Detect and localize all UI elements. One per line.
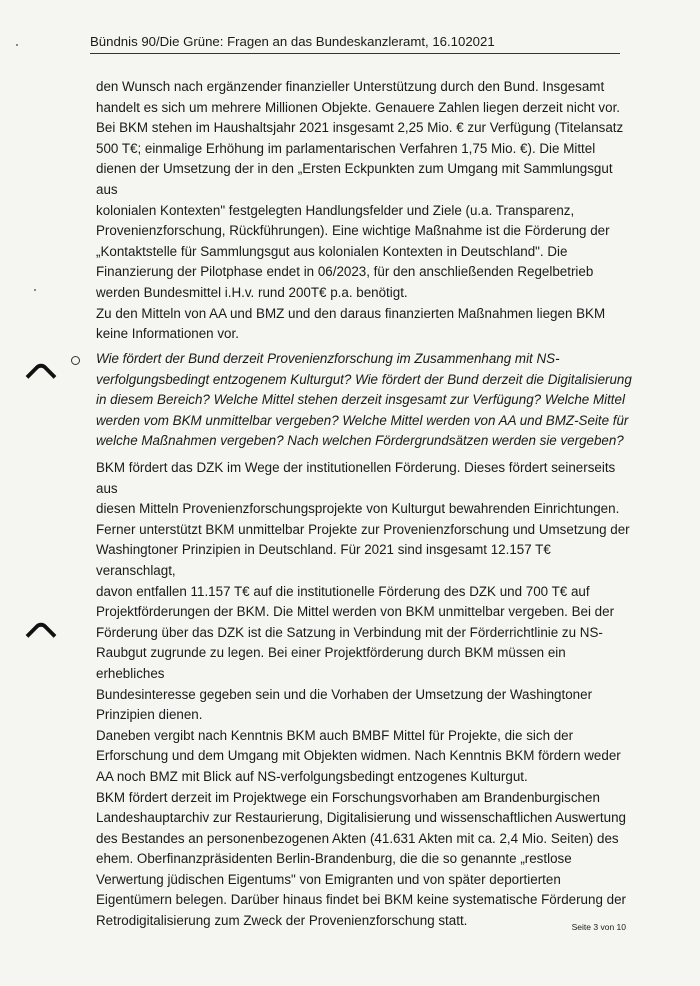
scan-speck	[16, 44, 18, 46]
text-line: Zu den Mitteln von AA und BMZ und den daraus finanzierten Maßnahmen liegen BKM	[96, 305, 606, 321]
page-header: Bündnis 90/Die Grüne: Fragen an das Bundeskanzleramt, 16.102021	[90, 34, 620, 54]
scan-speck	[34, 289, 36, 291]
text-line: BKM fördert derzeit im Projektwege ein Forschungsvorhaben am Brandenburgischen	[96, 789, 600, 805]
text-line: Retrodigitalisierung zum Zweck der Provenienzforschung statt.	[96, 913, 468, 929]
text-line: Bei BKM stehen im Haushaltsjahr 2021 insgesamt 2,25 Mio. € zur Verfügung (Titelansatz	[96, 120, 624, 136]
text-line: AA noch BMZ mit Blick auf NS-verfolgungsbedingt entzogenes Kulturgut.	[96, 768, 528, 784]
text-line: davon entfallen 11.157 T€ auf die institutionelle Förderung des DZK und 700 T€ auf	[96, 583, 590, 599]
question-line: verfolgungsbedingt entzogenem Kulturgut? Wie fördert der Bund derzeit die Digitalisierung	[96, 371, 632, 387]
text-line: dienen der Umsetzung der in den „Ersten Eckpunkten zum Umgang mit Sammlungsgut aus	[96, 161, 613, 197]
text-line: 500 T€; einmalige Erhöhung im parlamentarischen Verfahren 1,75 Mio. €). Die Mittel	[96, 140, 596, 156]
text-line: Erforschung und dem Umgang mit Objekten widmen. Nach Kenntnis BKM fördern weder	[96, 748, 621, 764]
paragraph-answer	[96, 458, 634, 932]
text-line: den Wunsch nach ergänzender finanzieller Unterstützung durch den Bund. Insgesamt	[96, 79, 605, 94]
question-text	[96, 349, 634, 452]
question-line: werden vom BKM unmittelbar vergeben? Welche Mittel werden von AA und BMZ-Seite für	[96, 412, 629, 428]
text-line: Raubgut zugrunde zu legen. Bei einer Projektförderung durch BKM müssen ein erhebliches	[96, 645, 566, 681]
text-line: Daneben vergibt nach Kenntnis BKM auch BMBF Mittel für Projekte, die sich der	[96, 727, 574, 743]
text-line: Provenienzforschung, Rückführungen). Eine wichtige Maßnahme ist die Förderung der	[96, 223, 610, 239]
question-line: Wie fördert der Bund derzeit Provenienzforschung im Zusammenhang mit NS-	[96, 351, 560, 366]
text-line: des Bestandes an personenbezogenen Akten (41.631 Akten mit ca. 2,4 Mio. Seiten) des	[96, 830, 619, 846]
text-line: keine Informationen vor.	[96, 326, 239, 342]
text-line: „Kontaktstelle für Sammlungsgut aus kolonialen Kontexten in Deutschland". Die	[96, 243, 568, 259]
text-line: handelt es sich um mehrere Millionen Objekte. Genauere Zahlen liegen derzeit nicht vor.	[96, 99, 621, 115]
handwritten-check-mark	[25, 360, 56, 391]
page-number: Seite 3 von 10	[571, 922, 626, 932]
text-line: kolonialen Kontexten" festgelegten Handlungsfelder und Ziele (u.a. Transparenz,	[96, 202, 575, 218]
text-line: Eigentümern belegen. Darüber hinaus findet bei BKM keine systematische Förderung der	[96, 892, 626, 908]
text-line: Prinzipien dienen.	[96, 707, 203, 723]
text-line: Landeshauptarchiv zur Restaurierung, Digitalisierung und wissenschaftlichen Auswertung	[96, 810, 626, 826]
question-line: welche Maßnahmen vergeben? Nach welchen Fördergrundsätzen werden sie vergeben?	[96, 433, 624, 449]
text-line: Bundesinteresse gegeben sein und die Vorhaben der Umsetzung der Washingtoner	[96, 686, 593, 702]
text-line: Projektförderungen der BKM. Die Mittel werden von BKM unmittelbar vergeben. Bei der	[96, 604, 615, 620]
text-line: werden Bundesmittel i.H.v. rund 200T€ p.a. benötigt.	[96, 284, 408, 300]
question-line: in diesem Bereich? Welche Mittel stehen derzeit insgesamt zur Verfügung? Welche Mittel	[96, 392, 625, 408]
text-line: diesen Mitteln Provenienzforschungsprojekte von Kulturgut bewahrenden Einrichtungen.	[96, 501, 620, 517]
text-line: Washingtoner Prinzipien in Deutschland. Für 2021 sind insgesamt 12.157 T€ veranschlagt,	[96, 542, 551, 578]
text-line: Ferner unterstützt BKM unmittelbar Projekte zur Provenienzforschung und Umsetzung der	[96, 521, 630, 537]
text-line: Finanzierung der Pilotphase endet in 06/2023, für den anschließenden Regelbetrieb	[96, 264, 594, 280]
text-line: Verwertung jüdischen Eigentums" von Emigranten und von später deportierten	[96, 871, 561, 887]
text-line: Förderung über das DZK ist die Satzung in Verbindung mit der Förderrichtlinie zu NS-	[96, 624, 603, 640]
text-line: ehem. Oberfinanzpräsidenten Berlin-Brandenburg, die die so genannte „restlose	[96, 851, 572, 867]
paragraph-funding-colonial	[96, 77, 634, 345]
handwritten-check-mark	[25, 619, 56, 650]
question-bullet	[71, 356, 80, 365]
text-line: BKM fördert das DZK im Wege der institutionellen Förderung. Dieses fördert seinerseits aus	[96, 460, 616, 496]
